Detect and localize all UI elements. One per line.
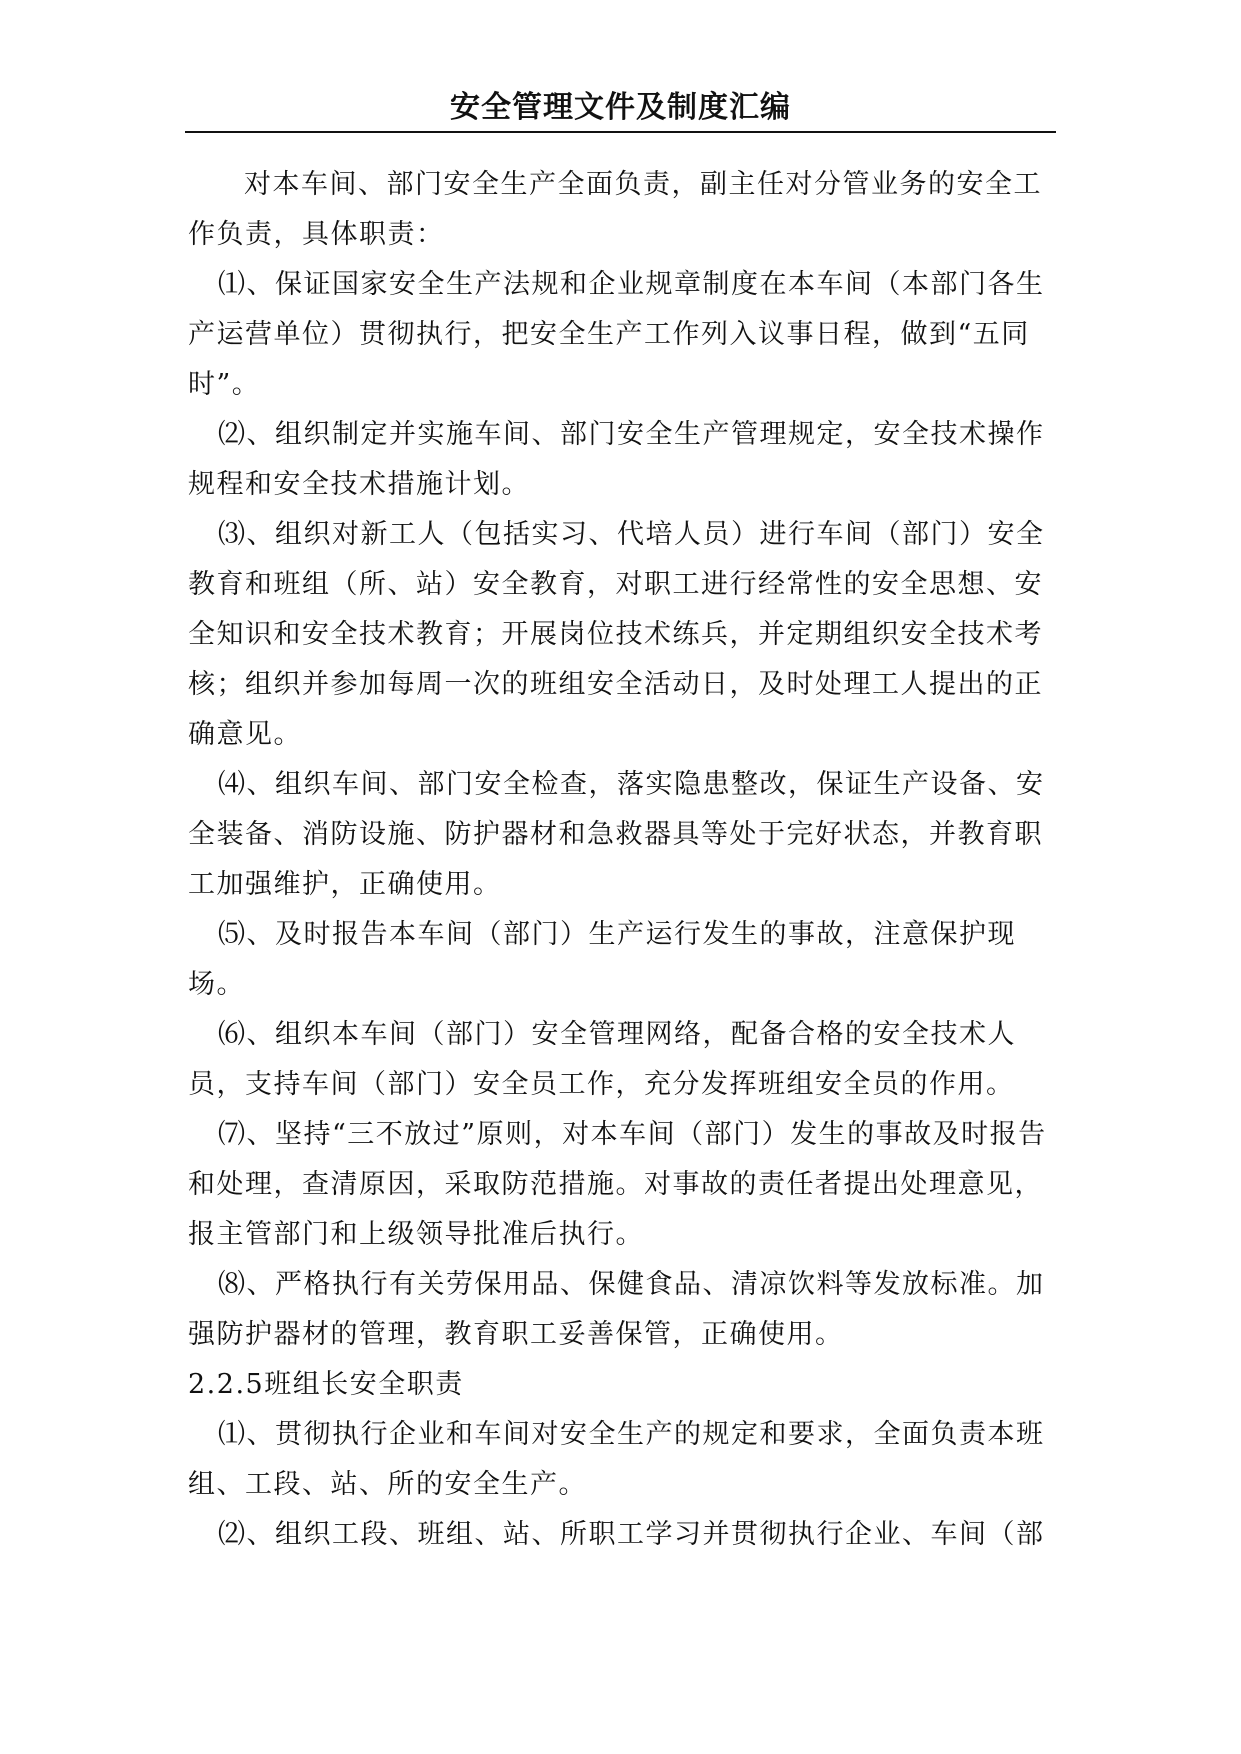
paragraph-section-item-1: ⑴、贯彻执行企业和车间对安全生产的规定和要求，全面负责本班组、工段、站、所的安全生产。 [188, 1419, 1045, 1500]
paragraph-section-item-2: ⑵、组织工段、班组、站、所职工学习并贯彻执行企业、车间（部 [218, 1519, 1045, 1550]
page-header-title: 安全管理文件及制度汇编 [450, 90, 791, 125]
paragraph-intro: 对本车间、部门安全生产全面负责，副主任对分管业务的安全工作负责，具体职责： [188, 169, 1042, 250]
paragraph-item-7: ⑺、坚持“三不放过”原则，对本车间（部门）发生的事故及时报告和处理，查清原因，采取防范措施。对事故的责任者提出处理意见，报主管部门和上级领导批准后执行。 [188, 1119, 1047, 1250]
paragraph-item-5: ⑸、及时报告本车间（部门）生产运行发生的事故，注意保护现场。 [188, 919, 1016, 1000]
paragraph-item-2: ⑵、组织制定并实施车间、部门安全生产管理规定，安全技术操作规程和安全技术措施计划。 [188, 419, 1045, 500]
paragraph-item-6: ⑹、组织本车间（部门）安全管理网络，配备合格的安全技术人员，支持车间（部门）安全员工作，充分发挥班组安全员的作用。 [188, 1019, 1016, 1100]
paragraph-item-4: ⑷、组织车间、部门安全检查，落实隐患整改，保证生产设备、安全装备、消防设施、防护器材和急救器具等处于完好状态，并教育职工加强维护，正确使用。 [188, 769, 1045, 900]
paragraph-item-3: ⑶、组织对新工人（包括实习、代培人员）进行车间（部门）安全教育和班组（所、站）安全教育，对职工进行经常性的安全思想、安全知识和安全技术教育；开展岗位技术练兵，并定期组织安全技术考核；组织并参加每周一次的班组安全活动日，及时处理工人提出的正确意见。 [188, 519, 1045, 750]
paragraph-item-8: ⑻、严格执行有关劳保用品、保健食品、清凉饮料等发放标准。加强防护器材的管理，教育职工妥善保管，正确使用。 [188, 1269, 1045, 1350]
paragraph-item-1: ⑴、保证国家安全生产法规和企业规章制度在本车间（本部门各生产运营单位）贯彻执行，把安全生产工作列入议事日程，做到“五同时”。 [188, 269, 1045, 400]
header-divider [185, 131, 1056, 133]
document-body [188, 160, 1068, 1560]
section-heading-2-2-5: 2.2.5班组长安全职责 [188, 1369, 464, 1400]
